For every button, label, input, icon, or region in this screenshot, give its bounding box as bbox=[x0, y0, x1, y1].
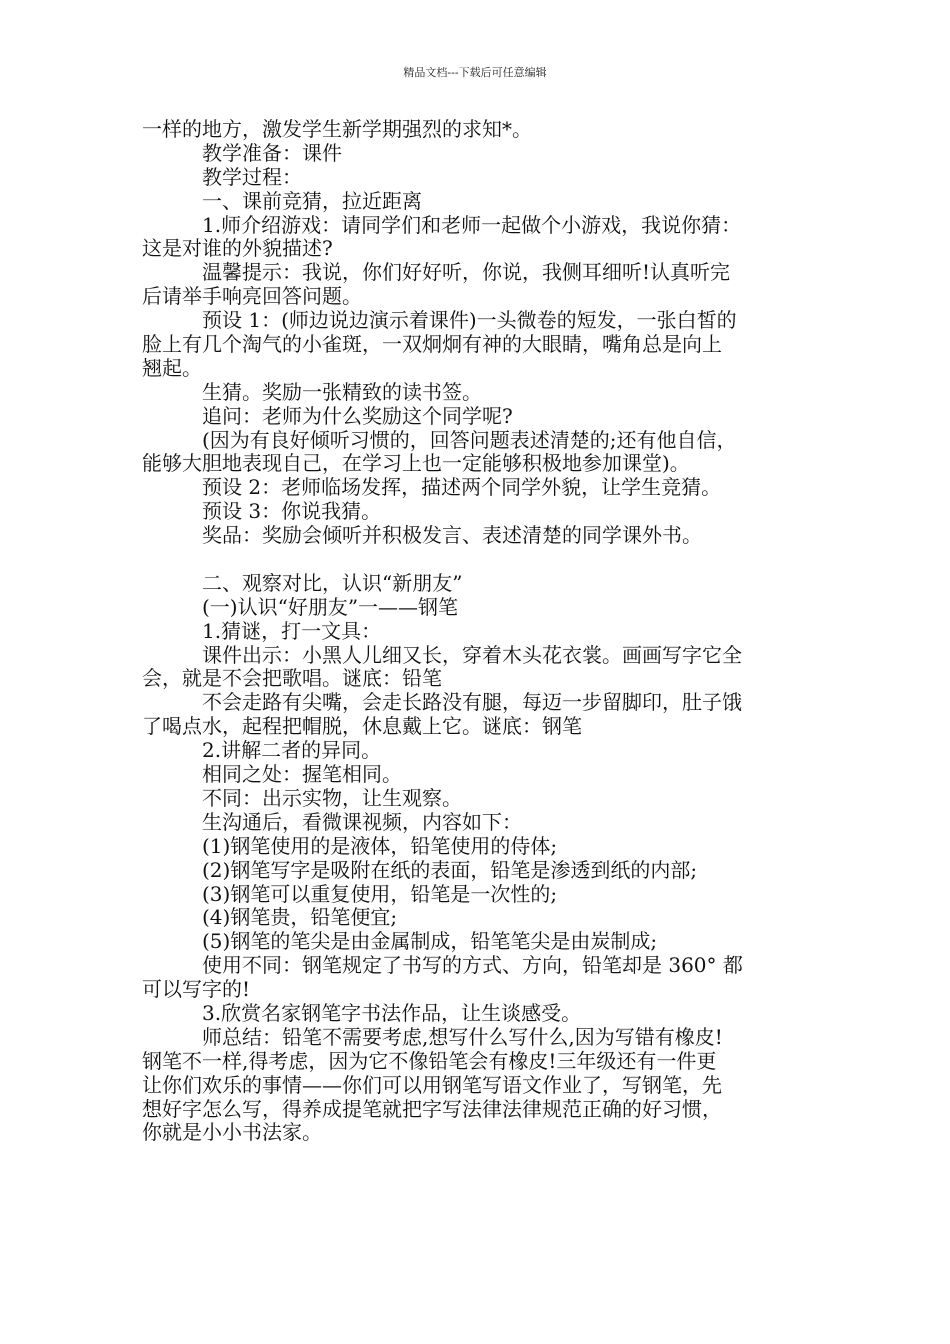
text-line: 一样的地方，激发学生新学期强烈的求知*。 bbox=[142, 118, 532, 141]
text-line: 预设 3：你说我猜。 bbox=[202, 500, 382, 524]
text-line: 3.欣赏名家钢笔字书法作品，让生谈感受。 bbox=[202, 1001, 582, 1025]
document-body bbox=[142, 118, 808, 1145]
text-line: 让你们欢乐的事情——你们可以用钢笔写语文作业了，写钢笔，先 bbox=[142, 1073, 722, 1097]
text-line: (1)钢笔使用的是液体，铅笔使用的侍体; bbox=[202, 834, 558, 858]
text-line: 生沟通后，看微课视频，内容如下： bbox=[202, 810, 522, 834]
text-line: 预设 1：(师边说边演示着课件)一头微卷的短发，一张白皙的 bbox=[202, 309, 737, 333]
text-line: 教学过程： bbox=[202, 165, 302, 189]
text-line: (4)钢笔贵，铅笔便宜; bbox=[202, 906, 398, 930]
text-line: 教学准备：课件 bbox=[202, 141, 342, 165]
text-line: 使用不同：钢笔规定了书写的方式、方向，铅笔却是 360° 都 bbox=[202, 954, 743, 978]
text-line: 你就是小小书法家。 bbox=[142, 1121, 322, 1145]
text-line: 二、观察对比，认识“新朋友” bbox=[202, 571, 463, 595]
text-line: 奖品：奖励会倾听并积极发言、表述清楚的同学课外书。 bbox=[202, 524, 702, 548]
text-line: 温馨提示：我说，你们好好听，你说，我侧耳细听!认真听完 bbox=[202, 261, 731, 285]
text-line: 钢笔不一样,得考虑，因为它不像铅笔会有橡皮!三年级还有一件更 bbox=[142, 1049, 717, 1073]
text-line: 会，就是不会把歌唱。谜底：铅笔 bbox=[142, 667, 442, 691]
page-header: 精品文档---下载后可任意编辑 bbox=[403, 66, 547, 79]
text-line: 1.师介绍游戏：请同学们和老师一起做个小游戏，我说你猜： bbox=[202, 213, 742, 237]
text-line: 课件出示：小黑人儿细又长，穿着木头花衣裳。画画写字它全 bbox=[202, 643, 742, 667]
text-line: 可以写字的! bbox=[142, 978, 251, 1002]
text-line: 不同：出示实物，让生观察。 bbox=[202, 786, 462, 810]
text-line: (因为有良好倾听习惯的，回答问题表述清楚的;还有他自信， bbox=[202, 428, 737, 452]
text-line: (2)钢笔写字是吸附在纸的表面，铅笔是渗透到纸的内部; bbox=[202, 858, 698, 882]
text-line: 一、课前竞猜，拉近距离 bbox=[202, 189, 422, 213]
text-line: 能够大胆地表现自己，在学习上也一定能够积极地参加课堂)。 bbox=[142, 452, 690, 476]
text-line: 预设 2：老师临场发挥，描述两个同学外貌，让学生竞猜。 bbox=[202, 476, 722, 500]
text-line: 这是对谁的外貌描述? bbox=[142, 237, 333, 261]
text-line: 想好字怎么写，得养成提笔就把字写法律法律规范正确的好习惯， bbox=[142, 1097, 722, 1121]
text-line: 师总结：铅笔不需要考虑,想写什么写什么,因为写错有橡皮! bbox=[202, 1025, 723, 1049]
blank-line bbox=[142, 548, 808, 572]
text-line: 不会走路有尖嘴，会走长路没有腿，每迈一步留脚印，肚子饿 bbox=[202, 691, 742, 715]
text-line: (一)认识“好朋友”一——钢笔 bbox=[202, 595, 459, 619]
text-line: (3)钢笔可以重复使用，铅笔是一次性的; bbox=[202, 882, 558, 906]
text-line: (5)钢笔的笔尖是由金属制成，铅笔笔尖是由炭制成; bbox=[202, 930, 658, 954]
text-line: 2.讲解二者的异同。 bbox=[202, 739, 382, 763]
text-line: 后请举手响亮回答问题。 bbox=[142, 285, 362, 309]
text-line: 了喝点水，起程把帽脱，休息戴上它。谜底：钢笔 bbox=[142, 715, 582, 739]
text-line: 脸上有几个淘气的小雀斑，一双炯炯有神的大眼睛，嘴角总是向上 bbox=[142, 333, 722, 357]
text-line: 翘起。 bbox=[142, 356, 202, 380]
text-line: 相同之处：握笔相同。 bbox=[202, 763, 402, 787]
text-line: 追问：老师为什么奖励这个同学呢? bbox=[202, 404, 513, 428]
text-line: 生猜。奖励一张精致的读书签。 bbox=[202, 380, 482, 404]
text-line: 1.猜谜，打一文具： bbox=[202, 619, 382, 643]
